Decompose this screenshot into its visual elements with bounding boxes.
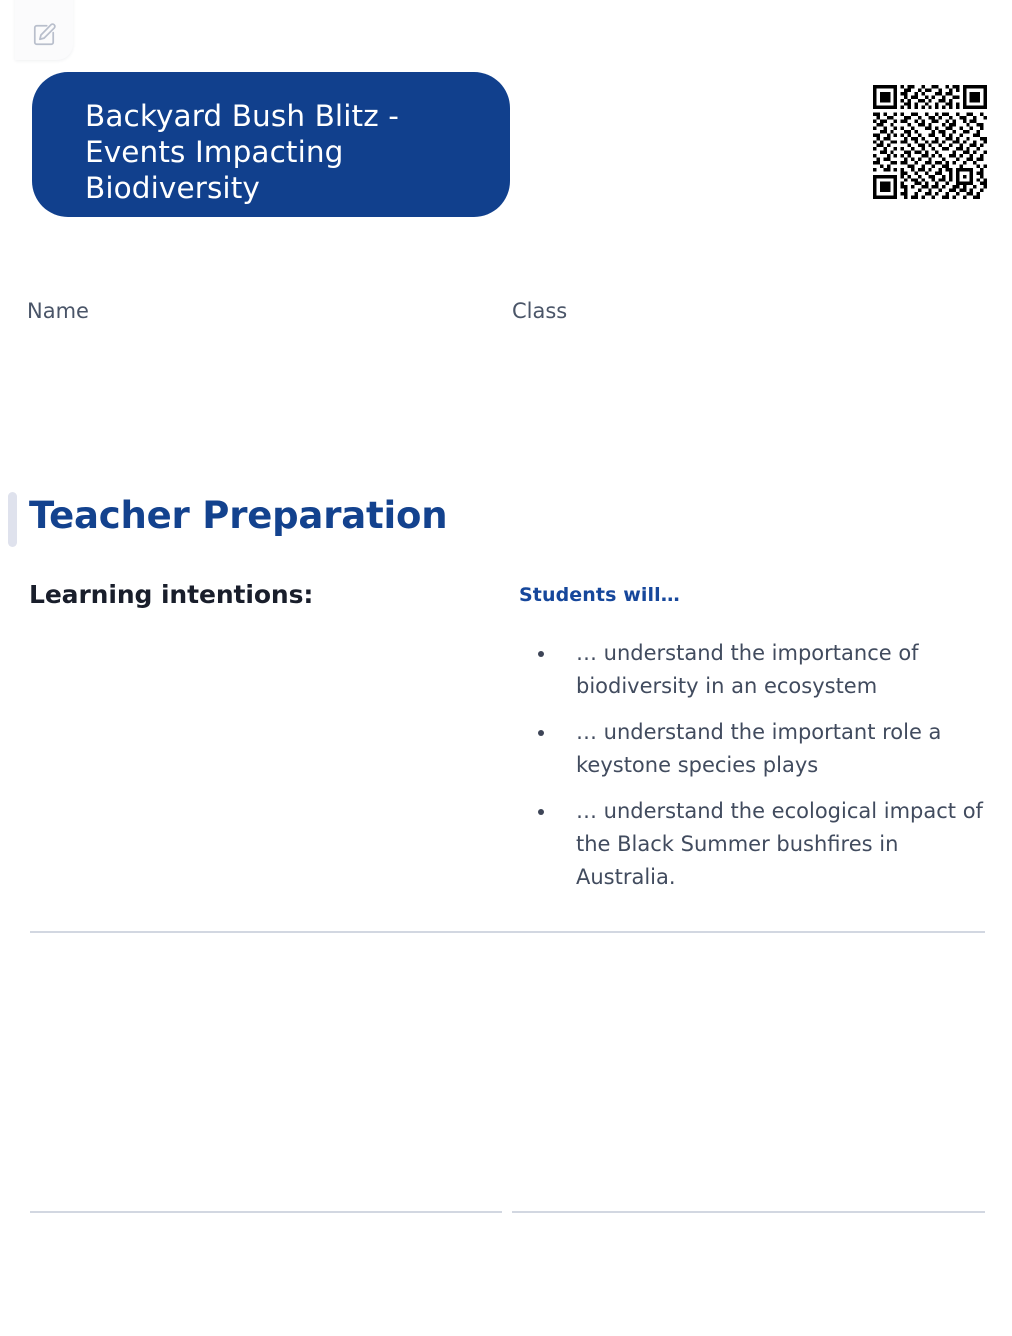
qr-code[interactable] xyxy=(873,85,987,199)
class-field-label: Class xyxy=(512,299,568,323)
section-header-teacher-preparation xyxy=(0,488,1012,550)
qr-code-icon xyxy=(873,85,987,199)
name-field-label: Name xyxy=(27,299,89,323)
worksheet-title-card xyxy=(32,72,510,217)
list-item: … understand the important role a keystone species plays xyxy=(519,716,985,782)
page-title: Teacher Preparation xyxy=(29,494,448,537)
learning-intentions-column xyxy=(29,578,484,612)
learning-intentions-label: Learning intentions: xyxy=(29,580,314,609)
section-divider xyxy=(30,931,985,933)
learning-intentions-list xyxy=(519,637,985,894)
students-will-column xyxy=(519,578,985,907)
edit-button[interactable] xyxy=(15,0,73,60)
list-item: … understand the importance of biodiversity in an ecosystem xyxy=(519,637,985,703)
right-column-divider xyxy=(512,1211,985,1213)
student-info-row xyxy=(0,296,1012,336)
students-will-label: Students will… xyxy=(519,584,680,606)
left-column-divider xyxy=(30,1211,502,1213)
list-item: … understand the ecological impact of the Black Summer bushfires in Australia. xyxy=(519,795,985,894)
section-accent-bar xyxy=(8,492,17,547)
worksheet-title: Backyard Bush Blitz - Events Impacting Biodiversity xyxy=(85,99,399,205)
edit-square-pencil-icon xyxy=(31,22,57,48)
